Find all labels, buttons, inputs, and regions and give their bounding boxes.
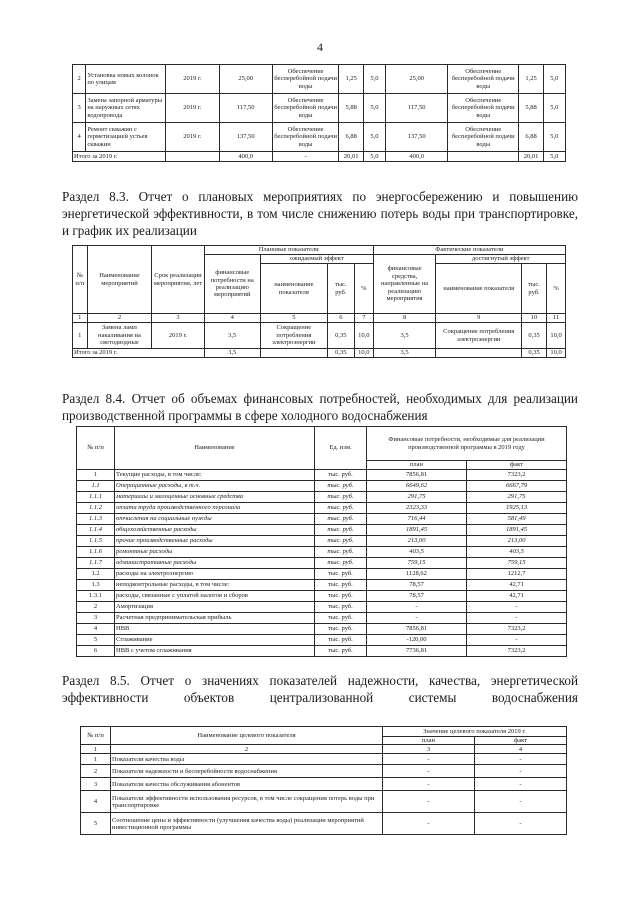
fact-value: - xyxy=(475,791,567,813)
fact-value: - xyxy=(467,613,567,624)
effect: Обеспечение бесперебойной подачи воды xyxy=(272,65,339,94)
table-row xyxy=(77,536,567,547)
effect: Обеспечение бесперебойной подачи воды xyxy=(448,94,519,123)
unit: тыс. руб. xyxy=(315,569,367,580)
total-value: 20,01 xyxy=(519,152,543,162)
column-number: 8 xyxy=(373,314,436,323)
value: 5,0 xyxy=(543,94,565,123)
plan-value: 291,75 xyxy=(367,492,467,503)
section-8-4-heading: Раздел 8.4. Отчет об объемах финансовых потребностей, необходимых для реализации производственной программы в сфере холодного водоснабжения xyxy=(62,391,578,423)
total-value: 5,0 xyxy=(543,152,565,162)
value: 5,0 xyxy=(543,123,565,152)
amount: 117,50 xyxy=(219,94,272,123)
table-continuation xyxy=(72,64,566,162)
table-row xyxy=(77,514,567,525)
header-pct: % xyxy=(354,264,373,314)
unit: тыс. руб. xyxy=(315,602,367,613)
plan-value: - xyxy=(383,765,475,778)
plan-value: 7856,81 xyxy=(367,624,467,635)
table-row xyxy=(77,569,567,580)
table-row xyxy=(73,152,566,162)
column-number: 4 xyxy=(204,314,260,323)
table-row xyxy=(73,323,566,349)
header-fact: Фактические показатели xyxy=(373,246,565,255)
unit: тыс. руб. xyxy=(315,503,367,514)
header-indicator: наименование показателя xyxy=(436,264,522,314)
table-row xyxy=(73,314,566,323)
value: 5,88 xyxy=(519,94,543,123)
term: 2019 г. xyxy=(166,65,219,94)
total-amount: 400,0 xyxy=(219,152,272,162)
header-trub: тыс. руб. xyxy=(327,264,354,314)
row-number: 1.1.5 xyxy=(77,536,115,547)
value: 6,88 xyxy=(519,123,543,152)
row-number: 5 xyxy=(77,635,115,646)
total-pct: 10,0 xyxy=(354,349,373,358)
unit: тыс. руб. xyxy=(315,635,367,646)
row-number: 2 xyxy=(81,765,111,778)
plan-value: 759,15 xyxy=(367,558,467,569)
table-row xyxy=(77,492,567,503)
plan-value: - xyxy=(367,602,467,613)
table-row xyxy=(77,547,567,558)
unit: тыс. руб. xyxy=(315,547,367,558)
item-name: Операционные расходы, в т.ч. xyxy=(115,481,315,492)
table-row xyxy=(77,481,567,492)
table-row xyxy=(77,503,567,514)
item-name: НВВ с учетом сглаживания xyxy=(115,646,315,657)
header-name: Наименование мероприятий xyxy=(87,246,152,314)
unit: тыс. руб. xyxy=(315,613,367,624)
fact-value: 291,75 xyxy=(467,492,567,503)
fact-value: 42,71 xyxy=(467,580,567,591)
item-name: оплата труда производственного персонала xyxy=(115,503,315,514)
cell-fin: 3,5 xyxy=(204,323,260,349)
table-row xyxy=(81,727,567,737)
table-row xyxy=(73,65,566,94)
item-name: прочие производственные расходы xyxy=(115,536,315,547)
row-number: 1 xyxy=(77,470,115,481)
item-name: Амортизация xyxy=(115,602,315,613)
table-row xyxy=(81,745,567,754)
cell-fin2: 3,5 xyxy=(373,323,436,349)
total-fin: 3,5 xyxy=(204,349,260,358)
table-row xyxy=(77,558,567,569)
column-number: 2 xyxy=(111,745,383,754)
indicator-name: Соотношение цены и эффективности (улучшения качества воды) реализации мероприятий инвестиционной программы xyxy=(111,813,383,835)
header-number: № п/п xyxy=(81,727,111,745)
plan-value: 1128,62 xyxy=(367,569,467,580)
term: 2019 г. xyxy=(166,123,219,152)
indicator-name: Показатели качества обслуживания абонентов xyxy=(111,778,383,791)
table-row xyxy=(77,646,567,657)
plan-value: 7856,81 xyxy=(367,470,467,481)
fact-value: 1891,45 xyxy=(467,525,567,536)
fact-value: - xyxy=(475,813,567,835)
row-number: 3 xyxy=(81,778,111,791)
total-label: Итого за 2019 г. xyxy=(73,152,166,162)
effect: Обеспечение бесперебойной подачи воды xyxy=(272,123,339,152)
table-financial-needs xyxy=(76,426,567,657)
header-pct: % xyxy=(547,264,566,314)
column-number: 9 xyxy=(436,314,522,323)
cell-ind: Сокращение потребления электроэнергии xyxy=(260,323,327,349)
table-row xyxy=(77,635,567,646)
plan-value: 716,44 xyxy=(367,514,467,525)
unit: тыс. руб. xyxy=(315,591,367,602)
fact-value: 42,71 xyxy=(467,591,567,602)
indicator-name: Показатели качества воды xyxy=(111,754,383,765)
fact-value: 7323,2 xyxy=(467,646,567,657)
value: 5,0 xyxy=(543,65,565,94)
row-number: 1.1.3 xyxy=(77,514,115,525)
effect: Обеспечение бесперебойной подачи воды xyxy=(448,65,519,94)
item-name: административные расходы xyxy=(115,558,315,569)
item-name: общехозяйственные расходы xyxy=(115,525,315,536)
item-name: неподконтрольные расходы, в том числе: xyxy=(115,580,315,591)
row-number: 2 xyxy=(73,65,86,94)
header-achieved-effect: достигнутый эффект xyxy=(436,255,566,264)
row-number: 4 xyxy=(73,123,86,152)
plan-value: 78,57 xyxy=(367,580,467,591)
table-row xyxy=(77,613,567,624)
unit: тыс. руб. xyxy=(315,536,367,547)
cell-pct2: 10,0 xyxy=(547,323,566,349)
unit: тыс. руб. xyxy=(315,624,367,635)
row-number: 1.3 xyxy=(77,580,115,591)
plan-value: - xyxy=(383,754,475,765)
total-label: Итого за 2019 г. xyxy=(73,349,205,358)
cell-n: 1 xyxy=(73,323,88,349)
total-value: 20,01 xyxy=(339,152,363,162)
column-number: 1 xyxy=(73,314,88,323)
fact-value: 7323,2 xyxy=(467,624,567,635)
unit: тыс. руб. xyxy=(315,525,367,536)
effect: Обеспечение бесперебойной подачи воды xyxy=(272,94,339,123)
table-indicators xyxy=(80,726,567,835)
row-number: 1.1.1 xyxy=(77,492,115,503)
amount: 117,50 xyxy=(386,94,448,123)
header-plan: план xyxy=(367,461,467,470)
total-amount: 400,0 xyxy=(386,152,448,162)
fact-value: - xyxy=(467,635,567,646)
plan-value: 78,57 xyxy=(367,591,467,602)
plan-value: - xyxy=(383,813,475,835)
amount: 25,00 xyxy=(386,65,448,94)
fact-value: 7323,2 xyxy=(467,470,567,481)
indicator-name: Показатели эффективности использования ресурсов, в том числе сокращения потерь воды при транспортировке xyxy=(111,791,383,813)
total-trub: 0,35 xyxy=(522,349,547,358)
header-plan: план xyxy=(383,737,475,745)
table-row xyxy=(77,470,567,481)
table-row xyxy=(81,754,567,765)
unit: тыс. руб. xyxy=(315,514,367,525)
row-number: 2 xyxy=(77,602,115,613)
column-number: 4 xyxy=(475,745,567,754)
table-row xyxy=(73,94,566,123)
indicator-name: Показатели надежности и бесперебойности водоснабжения xyxy=(111,765,383,778)
row-number: 1.1.7 xyxy=(77,558,115,569)
header-name: Наименование xyxy=(115,427,315,470)
row-number: 1.2 xyxy=(77,569,115,580)
table-row xyxy=(77,591,567,602)
item-name: ремонтные расходы xyxy=(115,547,315,558)
item-name: НВВ xyxy=(115,624,315,635)
effect: Обеспечение бесперебойной подачи воды xyxy=(448,123,519,152)
plan-value: 2323,33 xyxy=(367,503,467,514)
item-name: материалы и малоценные основные средства xyxy=(115,492,315,503)
table-energy-saving xyxy=(72,245,566,358)
fact-value: - xyxy=(475,778,567,791)
term: 2019 г. xyxy=(166,94,219,123)
header-fin-needs: финансовые потребности на реализацию мероприятий xyxy=(204,255,260,314)
cell-name: Замена ламп накаливания на светодиодные xyxy=(87,323,152,349)
column-number: 11 xyxy=(547,314,566,323)
column-number: 3 xyxy=(152,314,204,323)
measure-name: Ремонт скважин с герметизацией устьев скважин xyxy=(86,123,166,152)
header-indicator: наименование показателя xyxy=(260,264,327,314)
table-row xyxy=(77,427,567,461)
section-8-5-heading: Раздел 8.5. Отчет о значениях показателей надежности, качества, энергетической эффективности объектов централизованной системы водоснабжения xyxy=(62,673,578,705)
cell-trub: 0,35 xyxy=(327,323,354,349)
column-number: 3 xyxy=(383,745,475,754)
table-row xyxy=(77,580,567,591)
table-row xyxy=(73,349,566,358)
value: 1,25 xyxy=(519,65,543,94)
item-name: расходы на электроэнергию xyxy=(115,569,315,580)
section-8-3-heading: Раздел 8.3. Отчет о плановых мероприятиях по энергосбережению и повышению энергетической эффективности, в том числе снижению потерь воды при транспортировке, и график их реализации xyxy=(62,189,578,238)
empty-cell xyxy=(448,152,519,162)
measure-name: Установка новых колонок по улицам xyxy=(86,65,166,94)
header-fin-spent: финансовые средства, направленные на реализацию мероприятия xyxy=(373,255,436,314)
unit: тыс. руб. xyxy=(315,481,367,492)
column-number: 5 xyxy=(260,314,327,323)
unit: тыс. руб. xyxy=(315,470,367,481)
fact-value: 581,49 xyxy=(467,514,567,525)
value: 1,25 xyxy=(339,65,363,94)
fact-value: - xyxy=(475,765,567,778)
row-number: 1.1.6 xyxy=(77,547,115,558)
total-pct: 10,0 xyxy=(547,349,566,358)
measure-name: Замена запорной арматуры на наружных сетях водопровода xyxy=(86,94,166,123)
item-name: отчисления на социальные нужды xyxy=(115,514,315,525)
header-name: Наименование целевого показателя xyxy=(111,727,383,745)
amount: 137,50 xyxy=(386,123,448,152)
table-row xyxy=(73,246,566,255)
plan-value: 6649,62 xyxy=(367,481,467,492)
empty-cell xyxy=(436,349,522,358)
plan-value: - xyxy=(383,778,475,791)
plan-value: - xyxy=(367,613,467,624)
header-number: № п/п xyxy=(73,246,88,314)
row-number: 1.3.1 xyxy=(77,591,115,602)
total-value: 5,0 xyxy=(363,152,385,162)
fact-value: - xyxy=(475,754,567,765)
fact-value: 1212,7 xyxy=(467,569,567,580)
cell-year: 2019 г. xyxy=(152,323,204,349)
header-fact: факт xyxy=(467,461,567,470)
empty-cell xyxy=(166,152,219,162)
column-number: 2 xyxy=(87,314,152,323)
unit: тыс. руб. xyxy=(315,558,367,569)
plan-value: - xyxy=(383,791,475,813)
item-name: Сглаживание xyxy=(115,635,315,646)
value: 5,0 xyxy=(363,65,385,94)
fact-value: 403,5 xyxy=(467,547,567,558)
table-row xyxy=(81,813,567,835)
header-value: Значение целевого показателя 2019 г. xyxy=(383,727,567,737)
item-name: Текущие расходы, в том числе: xyxy=(115,470,315,481)
column-number: 10 xyxy=(522,314,547,323)
row-number: 1.1.4 xyxy=(77,525,115,536)
plan-value: 7736,81 xyxy=(367,646,467,657)
header-fact: факт xyxy=(475,737,567,745)
plan-value: 403,5 xyxy=(367,547,467,558)
value: 6,88 xyxy=(339,123,363,152)
value: 5,0 xyxy=(363,94,385,123)
amount: 137,50 xyxy=(219,123,272,152)
unit: тыс. руб. xyxy=(315,646,367,657)
table-row xyxy=(81,791,567,813)
total-fin: 3,5 xyxy=(373,349,436,358)
row-number: 6 xyxy=(77,646,115,657)
cell-ind2: Сокращение потребления электроэнергии xyxy=(436,323,522,349)
row-number: 3 xyxy=(77,613,115,624)
header-plan: Плановые показатели xyxy=(204,246,373,255)
header-fin-needs: Финансовые потребности, необходимые для реализации производственной программы в 2019 году xyxy=(367,427,567,461)
column-number: 1 xyxy=(81,745,111,754)
amount: 25,00 xyxy=(219,65,272,94)
header-trub: тыс. руб. xyxy=(522,264,547,314)
fact-value: 6667,79 xyxy=(467,481,567,492)
cell-trub2: 0,35 xyxy=(522,323,547,349)
column-number: 6 xyxy=(327,314,354,323)
row-number: 4 xyxy=(77,624,115,635)
row-number: 4 xyxy=(81,791,111,813)
unit: тыс. руб. xyxy=(315,580,367,591)
header-term: Срок реализации мероприятия, лет xyxy=(152,246,204,314)
row-number: 5 xyxy=(81,813,111,835)
item-name: Расчетная предпринимательская прибыль xyxy=(115,613,315,624)
column-number: 7 xyxy=(354,314,373,323)
empty-cell xyxy=(260,349,327,358)
item-name: расходы, связанные с уплатой налогов и сборов xyxy=(115,591,315,602)
row-number: 1 xyxy=(81,754,111,765)
table-row xyxy=(77,525,567,536)
row-number: 1.1 xyxy=(77,481,115,492)
header-number: № п/п xyxy=(77,427,115,470)
unit: тыс. руб. xyxy=(315,492,367,503)
dash: - xyxy=(272,152,339,162)
table-row xyxy=(81,778,567,791)
fact-value: 213,00 xyxy=(467,536,567,547)
plan-value: 213,00 xyxy=(367,536,467,547)
table-row xyxy=(77,602,567,613)
table-row xyxy=(77,624,567,635)
fact-value: - xyxy=(467,602,567,613)
table-row xyxy=(81,765,567,778)
page-number: 4 xyxy=(317,40,323,54)
table-row xyxy=(73,123,566,152)
row-number: 1.1.2 xyxy=(77,503,115,514)
total-trub: 0,35 xyxy=(327,349,354,358)
header-expected-effect: ожидаемый эффект xyxy=(260,255,373,264)
fact-value: 1925,13 xyxy=(467,503,567,514)
value: 5,0 xyxy=(363,123,385,152)
plan-value: -120,00 xyxy=(367,635,467,646)
plan-value: 1891,45 xyxy=(367,525,467,536)
cell-pct: 10,0 xyxy=(354,323,373,349)
fact-value: 759,15 xyxy=(467,558,567,569)
header-unit: Ед. изм. xyxy=(315,427,367,470)
row-number: 3 xyxy=(73,94,86,123)
value: 5,88 xyxy=(339,94,363,123)
